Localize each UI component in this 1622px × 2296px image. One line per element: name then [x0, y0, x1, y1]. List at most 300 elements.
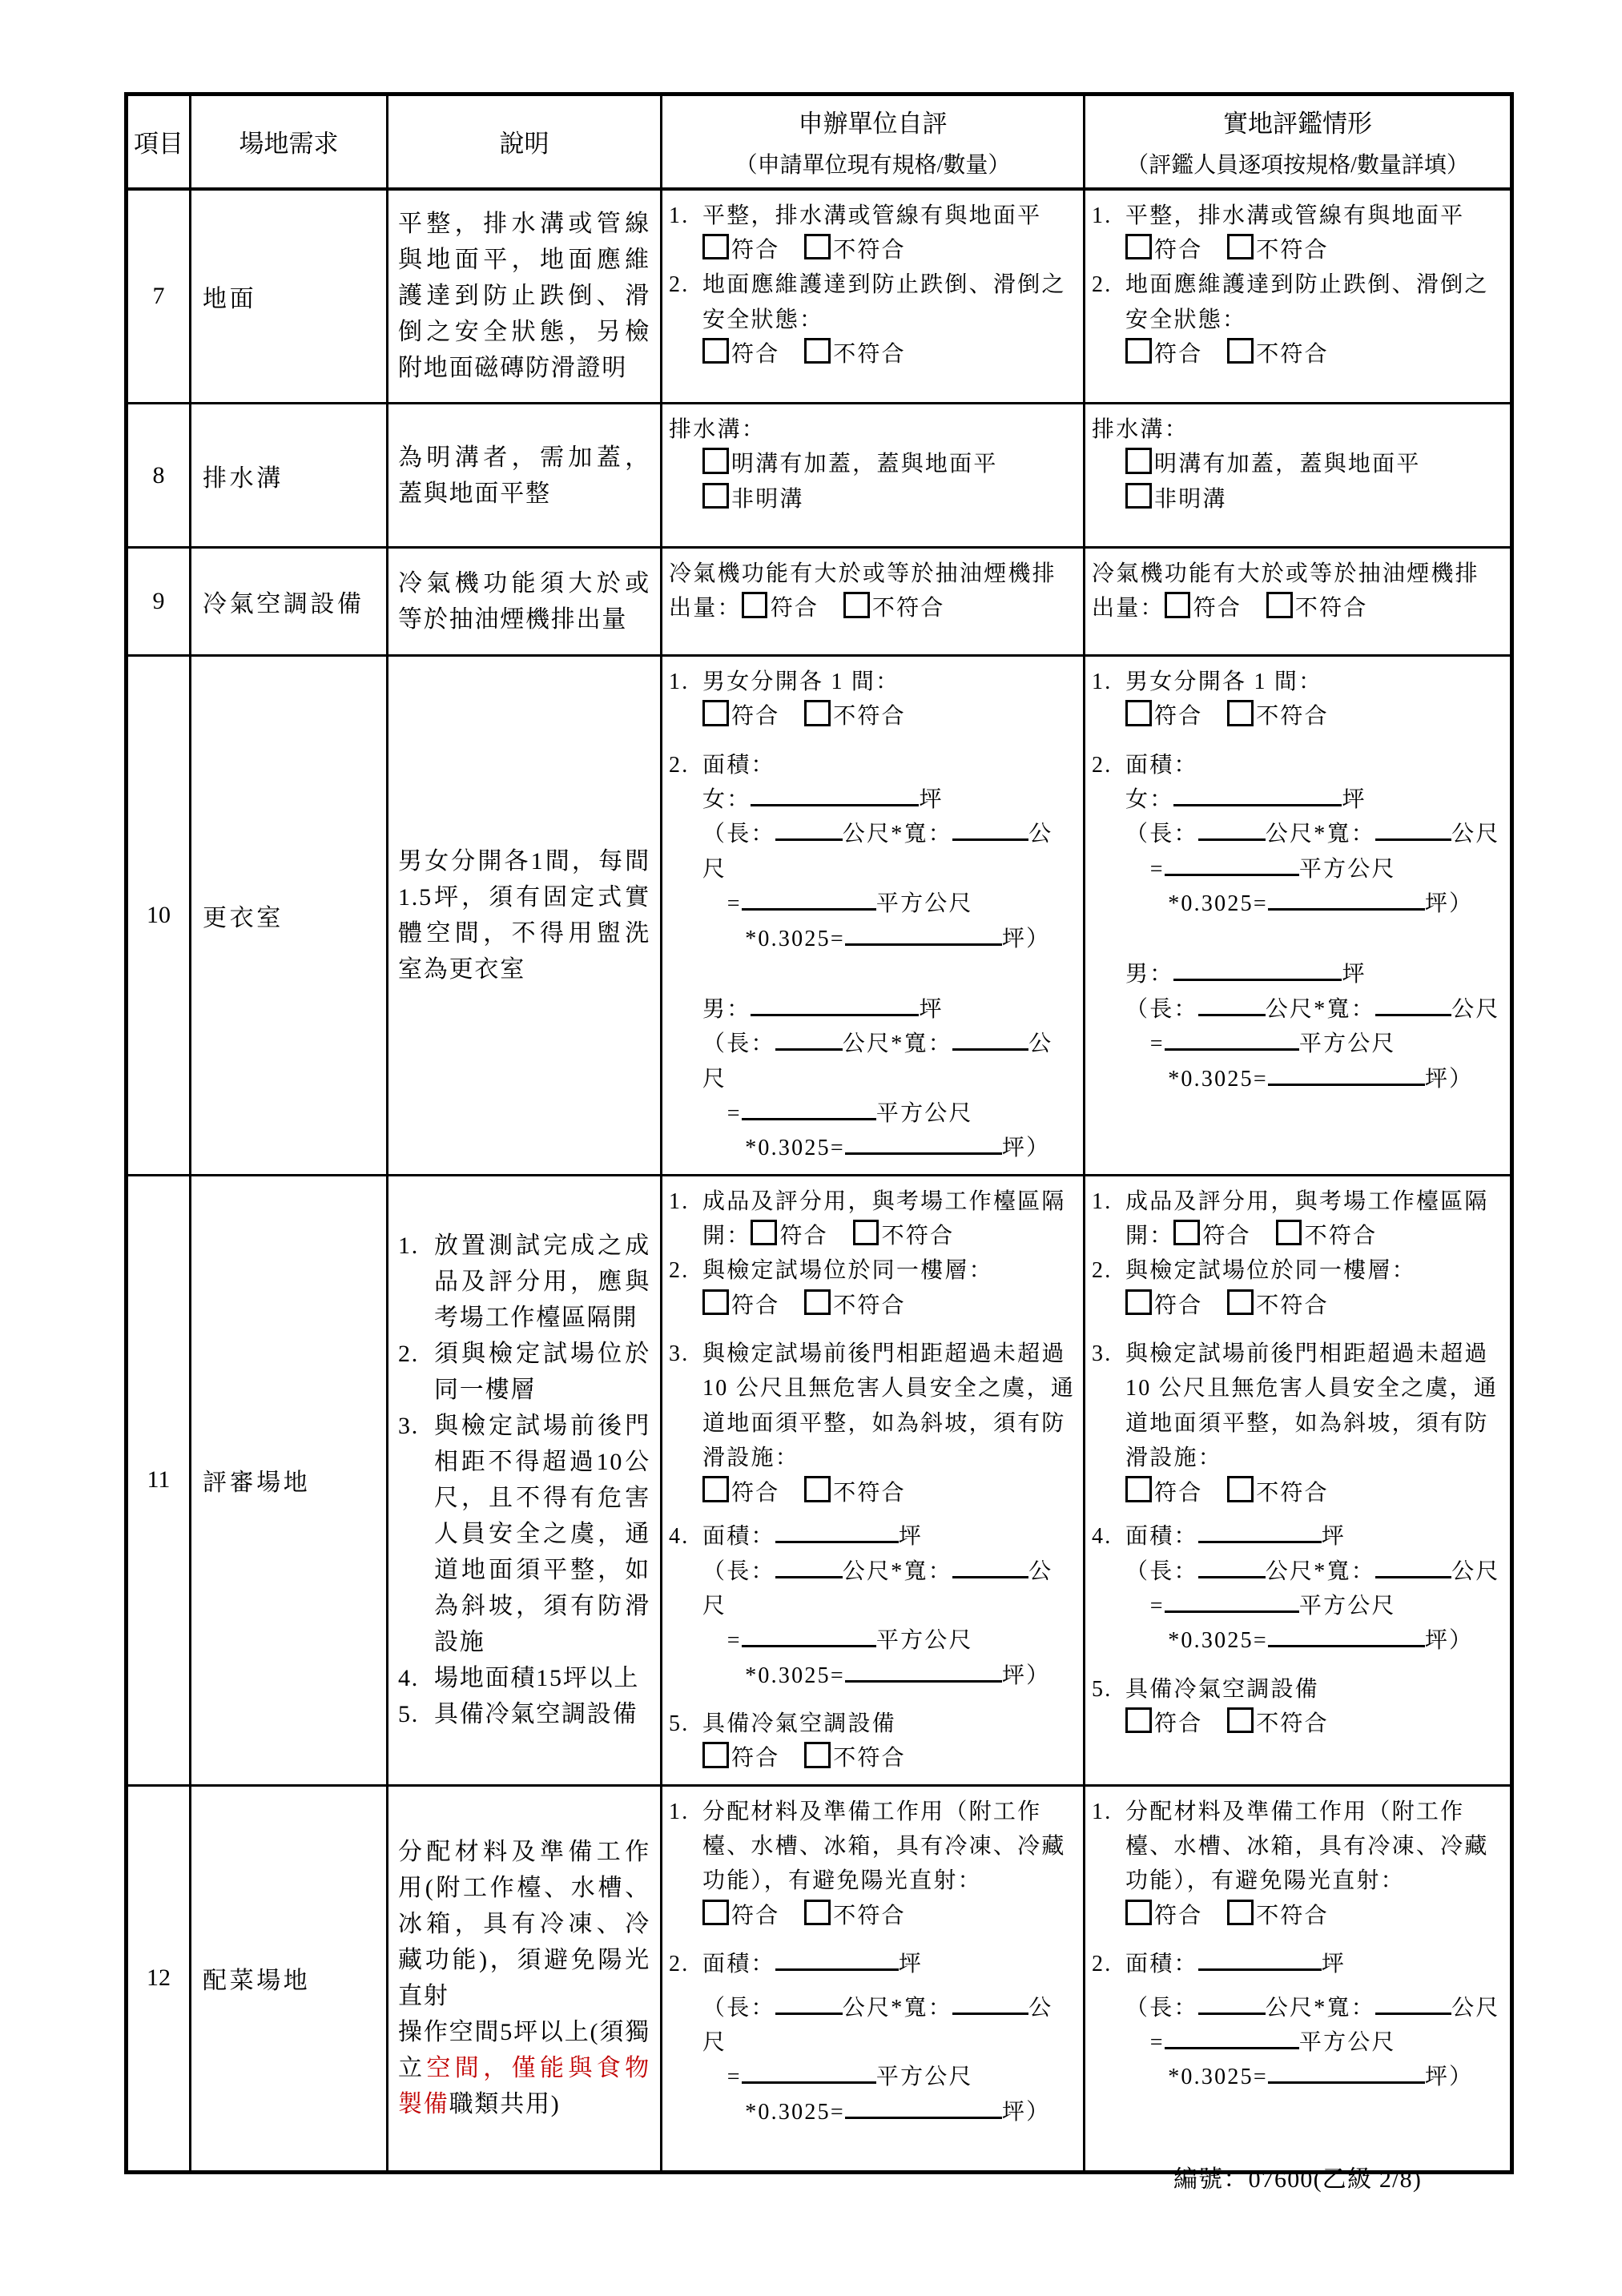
list-number: 4. — [398, 1665, 420, 1692]
fill-in-blank[interactable] — [952, 818, 1028, 842]
fill-in-blank[interactable] — [1173, 958, 1342, 982]
form-line — [1092, 1062, 1503, 1096]
form-line — [1092, 337, 1503, 372]
text: 公尺*寬： — [842, 1031, 952, 1057]
text: *0.3025= — [1168, 2065, 1268, 2090]
text: 坪 — [1321, 1524, 1346, 1550]
checkbox[interactable] — [702, 1476, 729, 1502]
form-line — [669, 1184, 1077, 1254]
text: 坪 — [1321, 1952, 1346, 1977]
form-line — [1092, 1707, 1503, 1741]
text: 與檢定試場位於同一樓層： — [702, 1258, 993, 1284]
header-requirement-label: 場地需求 — [239, 130, 339, 159]
form-line — [669, 887, 1077, 921]
form-line — [1092, 1991, 1503, 2025]
checkbox[interactable] — [843, 592, 870, 618]
text: *0.3025= — [745, 1136, 845, 1161]
checkbox[interactable] — [1227, 338, 1254, 364]
list-number: 1. — [669, 669, 690, 694]
line-body — [1092, 412, 1503, 447]
text: 平整，排水溝或管線有與地面平 — [1125, 203, 1465, 228]
self-evaluation-cell — [662, 189, 1085, 404]
list-number: 3. — [398, 1413, 420, 1440]
text: 排水溝： — [669, 417, 766, 442]
item-number-cell: 7 — [127, 189, 191, 404]
vertical-space — [669, 1981, 1077, 1990]
text: 符合 — [1153, 704, 1203, 730]
checkbox[interactable] — [1276, 1220, 1302, 1246]
form-line — [669, 1519, 1077, 1554]
checkbox[interactable] — [1125, 1289, 1152, 1316]
line-body — [1125, 1899, 1503, 1933]
text: 非明溝 — [1153, 486, 1227, 512]
line-body — [1150, 1027, 1503, 1061]
fill-in-blank[interactable] — [775, 1520, 899, 1544]
text: 公尺*寬： — [1265, 996, 1375, 1022]
form-line — [398, 1228, 650, 1336]
text: 不符合 — [833, 342, 906, 368]
fill-in-blank[interactable] — [1198, 1947, 1322, 1971]
text: 不符合 — [1256, 237, 1329, 263]
list-number: 2. — [1092, 1258, 1113, 1284]
checkbox[interactable] — [702, 1900, 729, 1926]
line-body — [702, 1027, 1077, 1096]
line-body — [1125, 1991, 1503, 2025]
text: = — [1149, 1031, 1165, 1057]
text: 公尺*寬： — [842, 1558, 952, 1584]
checkbox[interactable] — [1227, 700, 1254, 726]
text: 不符合 — [1256, 1903, 1329, 1928]
line-body — [702, 1337, 1077, 1476]
form-line — [669, 782, 1077, 817]
form-line — [669, 1131, 1077, 1165]
text: 具備冷氣空調設備 — [702, 1711, 896, 1736]
form-line — [1092, 233, 1503, 267]
text: 具備冷氣空調設備 — [434, 1701, 638, 1728]
text: 公尺 — [1451, 996, 1500, 1022]
checkbox[interactable] — [853, 1220, 879, 1246]
text: 坪） — [1424, 2065, 1474, 2090]
line-body — [702, 199, 1077, 233]
line-body — [1125, 817, 1503, 851]
checkbox[interactable] — [1227, 1900, 1254, 1926]
form-line — [1092, 699, 1503, 734]
text: 分配材料及準備工作用（附工作檯、水槽、冰箱，具有冷凍、冷藏功能），有避免陽光直射： — [1125, 1799, 1489, 1894]
list-number: 1. — [669, 1799, 690, 1824]
form-line — [1092, 1672, 1503, 1707]
line-body — [398, 843, 650, 987]
text: 坪） — [1424, 1066, 1474, 1092]
form-line — [1092, 852, 1503, 887]
description-cell — [388, 548, 662, 656]
vertical-space — [1092, 734, 1503, 748]
line-body — [1125, 233, 1503, 267]
fill-in-blank[interactable] — [742, 1096, 876, 1120]
form-line — [1092, 1947, 1503, 1981]
text: 公尺 — [702, 1558, 1053, 1618]
line-body — [702, 1476, 1077, 1510]
form-line — [1092, 2025, 1503, 2060]
vertical-space — [669, 956, 1077, 992]
line-body — [1125, 1795, 1503, 1899]
header-field-eval-title: 實地評鑑情形 — [1223, 110, 1372, 139]
line-body — [1125, 748, 1503, 782]
checkbox[interactable] — [702, 700, 729, 726]
list-number: 2. — [669, 752, 690, 778]
checkbox[interactable] — [1173, 1220, 1200, 1246]
fill-in-blank[interactable] — [1165, 1027, 1299, 1051]
text: 與檢定試場位於同一樓層： — [1125, 1258, 1416, 1284]
fill-in-blank[interactable] — [952, 1554, 1028, 1578]
text: 符合 — [770, 596, 819, 621]
fill-in-blank[interactable] — [1375, 818, 1451, 842]
checkbox[interactable] — [1125, 1900, 1152, 1926]
fill-in-blank[interactable] — [1198, 992, 1266, 1016]
list-number: 2. — [1092, 1952, 1113, 1977]
checkbox[interactable] — [804, 234, 831, 260]
line-body — [702, 1289, 1077, 1323]
fill-in-blank[interactable] — [1173, 782, 1342, 806]
vertical-space — [669, 1693, 1077, 1707]
form-line — [669, 199, 1077, 233]
text: = — [726, 1628, 742, 1654]
text: 符合 — [1202, 1224, 1251, 1249]
checkbox[interactable] — [1165, 592, 1191, 618]
fill-in-blank[interactable] — [742, 887, 876, 911]
fill-in-blank[interactable] — [1268, 2061, 1425, 2085]
text: 符合 — [731, 1293, 780, 1318]
text: 符合 — [1153, 237, 1203, 263]
fill-in-blank[interactable] — [1198, 1554, 1266, 1578]
text: 符合 — [731, 704, 780, 730]
text: 面積： — [702, 752, 775, 778]
form-line — [669, 1253, 1077, 1288]
text: 坪） — [1001, 926, 1051, 951]
fill-in-blank[interactable] — [775, 1991, 843, 2015]
text: 坪 — [898, 1524, 923, 1550]
text: 符合 — [731, 1903, 780, 1928]
checkbox[interactable] — [702, 338, 729, 364]
text: 不符合 — [833, 1746, 906, 1771]
highlighted-red-text: 空間，僅能與食物製備 — [398, 2055, 650, 2118]
line-body — [702, 267, 1077, 337]
line-body — [702, 992, 1077, 1027]
header-field-eval-subtitle: （評鑑人員逐項按規格/數量詳填） — [1126, 153, 1469, 179]
checkbox[interactable] — [1227, 1476, 1254, 1502]
text: *0.3025= — [1168, 1066, 1268, 1092]
text: = — [726, 1100, 742, 1126]
description-cell — [388, 656, 662, 1176]
form-line — [669, 992, 1077, 1027]
line-body — [702, 782, 1077, 817]
fill-in-blank[interactable] — [845, 2095, 1002, 2119]
list-number: 5. — [398, 1701, 420, 1728]
line-body — [434, 1696, 650, 1732]
line-body — [1092, 557, 1503, 626]
line-body — [702, 1519, 1077, 1554]
text: （長： — [702, 1031, 775, 1057]
text: 女： — [702, 786, 751, 812]
line-body — [702, 1253, 1077, 1288]
fill-in-blank[interactable] — [1165, 2025, 1299, 2049]
fill-in-blank[interactable] — [742, 2061, 876, 2085]
fill-in-blank[interactable] — [775, 1027, 843, 1051]
fill-in-blank[interactable] — [751, 992, 919, 1016]
header-self-eval-subtitle: （申請單位現有規格/數量） — [735, 153, 1011, 179]
form-line — [398, 843, 650, 987]
requirement-cell: 冷氣空調設備 — [191, 548, 388, 656]
list-number: 1. — [669, 1188, 690, 1214]
fill-in-blank[interactable] — [751, 782, 919, 806]
line-body — [745, 2095, 1077, 2129]
form-line — [669, 1096, 1077, 1131]
text: 操作空間5坪以上(須獨立 — [398, 2019, 650, 2082]
vertical-space — [1092, 922, 1503, 958]
fill-in-blank[interactable] — [1198, 1520, 1322, 1544]
text: 符合 — [1153, 1903, 1203, 1928]
text: 不符合 — [833, 237, 906, 263]
list-number: 5. — [1092, 1676, 1113, 1702]
form-line — [1092, 1554, 1503, 1589]
vertical-space — [1092, 1933, 1503, 1947]
checkbox[interactable] — [1125, 448, 1152, 474]
line-body — [702, 1947, 1077, 1981]
text: 男女分開各 1 間： — [1125, 669, 1323, 694]
line-body — [702, 699, 1077, 734]
text: 公尺*寬： — [1265, 822, 1375, 847]
form-line — [669, 1707, 1077, 1741]
form-line — [669, 1554, 1077, 1624]
text: 坪 — [898, 1952, 923, 1977]
text: 坪） — [1001, 1663, 1051, 1688]
checkbox[interactable] — [702, 234, 729, 260]
line-body — [702, 1707, 1077, 1741]
checkbox[interactable] — [702, 1742, 729, 1768]
fill-in-blank[interactable] — [1375, 1991, 1451, 2015]
field-evaluation-cell — [1085, 548, 1512, 656]
text: 公尺 — [702, 822, 1053, 882]
text: 不符合 — [1256, 342, 1329, 368]
text: 不符合 — [1256, 1480, 1329, 1506]
checkbox[interactable] — [1227, 1289, 1254, 1316]
form-line — [669, 337, 1077, 372]
line-body — [727, 887, 1077, 921]
line-body — [1125, 699, 1503, 734]
text: 坪） — [1001, 1136, 1051, 1161]
fill-in-blank[interactable] — [952, 1991, 1028, 2015]
checkbox[interactable] — [804, 700, 831, 726]
text: 非明溝 — [731, 486, 804, 512]
text: 坪 — [919, 996, 944, 1022]
text: 排水溝： — [1092, 417, 1189, 442]
text: 與檢定試場前後門相距不得超過10公尺，且不得有危害人員安全之虞，通道地面須平整，如為斜坡，須有防滑設施 — [434, 1413, 650, 1656]
fill-in-blank[interactable] — [775, 818, 843, 842]
fill-in-blank[interactable] — [1198, 1991, 1266, 2015]
checkbox[interactable] — [804, 1476, 831, 1502]
fill-in-blank[interactable] — [845, 1132, 1002, 1156]
list-number: 2. — [669, 1258, 690, 1284]
checkbox[interactable] — [742, 592, 768, 618]
checkbox[interactable] — [804, 338, 831, 364]
fill-in-blank[interactable] — [1165, 1589, 1299, 1613]
text: 不符合 — [833, 704, 906, 730]
fill-in-blank[interactable] — [775, 1947, 899, 1971]
line-body — [434, 1408, 650, 1660]
fill-in-blank[interactable] — [1165, 852, 1299, 876]
text: 公尺 — [1451, 1558, 1500, 1584]
fill-in-blank[interactable] — [1268, 887, 1425, 911]
checkbox[interactable] — [1125, 1707, 1152, 1734]
table-row — [127, 1175, 1512, 1785]
text: 男女分開各 1 間： — [702, 669, 900, 694]
description-cell — [388, 404, 662, 548]
form-line — [1092, 1795, 1503, 1899]
table-row — [127, 548, 1512, 656]
line-body — [1125, 199, 1503, 233]
field-evaluation-cell — [1085, 656, 1512, 1176]
text: 坪） — [1424, 891, 1474, 917]
requirement-cell: 評審場地 — [191, 1175, 388, 1785]
form-line — [1092, 1289, 1503, 1323]
checkbox[interactable] — [1125, 700, 1152, 726]
fill-in-blank[interactable] — [1375, 1554, 1451, 1578]
form-line — [1092, 817, 1503, 851]
text: 公尺*寬： — [1265, 1995, 1375, 2021]
text: 符合 — [1153, 342, 1203, 368]
text: 面積： — [1125, 1524, 1198, 1550]
text: 面積： — [702, 1524, 775, 1550]
text: （長： — [1125, 996, 1198, 1022]
line-body — [1125, 1184, 1503, 1254]
header-description-label: 說明 — [499, 130, 549, 159]
text: 面積： — [1125, 752, 1198, 778]
line-body — [1125, 1476, 1503, 1510]
fill-in-blank[interactable] — [1268, 1062, 1425, 1086]
requirement-cell: 排水溝 — [191, 404, 388, 548]
form-line — [669, 1289, 1077, 1323]
checkbox[interactable] — [1125, 1476, 1152, 1502]
text: 平方公尺 — [875, 1628, 973, 1654]
line-body — [1125, 1289, 1503, 1323]
line-body — [745, 1659, 1077, 1693]
checkbox[interactable] — [702, 1289, 729, 1316]
text: 明溝有加蓋，蓋與地面平 — [1153, 452, 1421, 477]
text: 男女分開各1間，每間1.5坪，須有固定式實體空間，不得用盥洗室為更衣室 — [398, 847, 650, 983]
line-body — [702, 817, 1077, 887]
list-number: 2. — [1092, 272, 1113, 298]
item-number-cell: 10 — [127, 656, 191, 1176]
form-line — [1092, 1589, 1503, 1623]
text: 成品及評分用，與考場工作檯區隔開： — [702, 1188, 1066, 1249]
checkbox[interactable] — [1227, 234, 1254, 260]
line-body — [1168, 887, 1503, 921]
header-description — [388, 94, 662, 189]
form-line — [1092, 447, 1503, 481]
text: 面積： — [1125, 1952, 1198, 1977]
form-line — [669, 922, 1077, 956]
form-line — [1092, 748, 1503, 782]
vertical-space — [1092, 1323, 1503, 1337]
text: 男： — [1125, 962, 1174, 987]
checkbox[interactable] — [702, 448, 729, 474]
header-self-eval — [662, 94, 1085, 189]
form-line — [1092, 1027, 1503, 1061]
checkbox[interactable] — [702, 483, 729, 509]
fill-in-blank[interactable] — [845, 922, 1002, 946]
text: 不符合 — [1304, 1224, 1378, 1249]
fill-in-blank[interactable] — [775, 1554, 843, 1578]
text: （長： — [1125, 822, 1198, 847]
checkbox[interactable] — [804, 1900, 831, 1926]
text: 平方公尺 — [875, 891, 973, 917]
vertical-space — [669, 734, 1077, 748]
table-row — [127, 1785, 1512, 2172]
list-number: 2. — [398, 1341, 420, 1368]
text: 不符合 — [1294, 596, 1368, 621]
vertical-space — [669, 1323, 1077, 1337]
text: （長： — [1125, 1995, 1198, 2021]
fill-in-blank[interactable] — [1268, 1624, 1425, 1648]
text: 不符合 — [833, 1480, 906, 1506]
form-line — [398, 1660, 650, 1696]
form-line — [1092, 1337, 1503, 1476]
form-line — [669, 482, 1077, 517]
text: = — [1149, 856, 1165, 882]
checkbox[interactable] — [804, 1742, 831, 1768]
form-line — [1092, 412, 1503, 447]
fill-in-blank[interactable] — [952, 1027, 1028, 1051]
description-cell — [388, 1175, 662, 1785]
text: 不符合 — [871, 596, 945, 621]
text: 不符合 — [1256, 704, 1329, 730]
fill-in-blank[interactable] — [845, 1659, 1002, 1683]
checkbox[interactable] — [804, 1289, 831, 1316]
text: 須與檢定試場位於同一樓層 — [434, 1341, 650, 1404]
field-evaluation-cell — [1085, 404, 1512, 548]
line-body — [1125, 1519, 1503, 1554]
form-line — [1092, 1623, 1503, 1658]
checkbox[interactable] — [1227, 1707, 1254, 1734]
fill-in-blank[interactable] — [742, 1624, 876, 1648]
line-body — [434, 1336, 650, 1408]
text: 公尺*寬： — [842, 822, 952, 847]
text: = — [1149, 2030, 1165, 2056]
form-line — [1092, 782, 1503, 817]
line-body — [1125, 447, 1503, 481]
text: 符合 — [731, 1746, 780, 1771]
line-body — [1125, 1707, 1503, 1741]
line-body — [702, 1991, 1077, 2061]
checkbox[interactable] — [1266, 592, 1293, 618]
form-line — [398, 1336, 650, 1408]
line-body — [1125, 782, 1503, 817]
line-body — [1125, 1947, 1503, 1981]
line-body — [702, 447, 1077, 481]
form-line — [669, 1899, 1077, 1933]
checkbox[interactable] — [751, 1220, 777, 1246]
line-body — [1125, 267, 1503, 337]
line-body — [434, 1660, 650, 1696]
checkbox[interactable] — [1125, 338, 1152, 364]
checkbox[interactable] — [1125, 483, 1152, 509]
text: *0.3025= — [745, 2099, 845, 2125]
description-cell — [388, 189, 662, 404]
checkbox[interactable] — [1125, 234, 1152, 260]
fill-in-blank[interactable] — [1198, 818, 1266, 842]
text: *0.3025= — [745, 926, 845, 951]
fill-in-blank[interactable] — [1375, 992, 1451, 1016]
form-line — [669, 1659, 1077, 1693]
